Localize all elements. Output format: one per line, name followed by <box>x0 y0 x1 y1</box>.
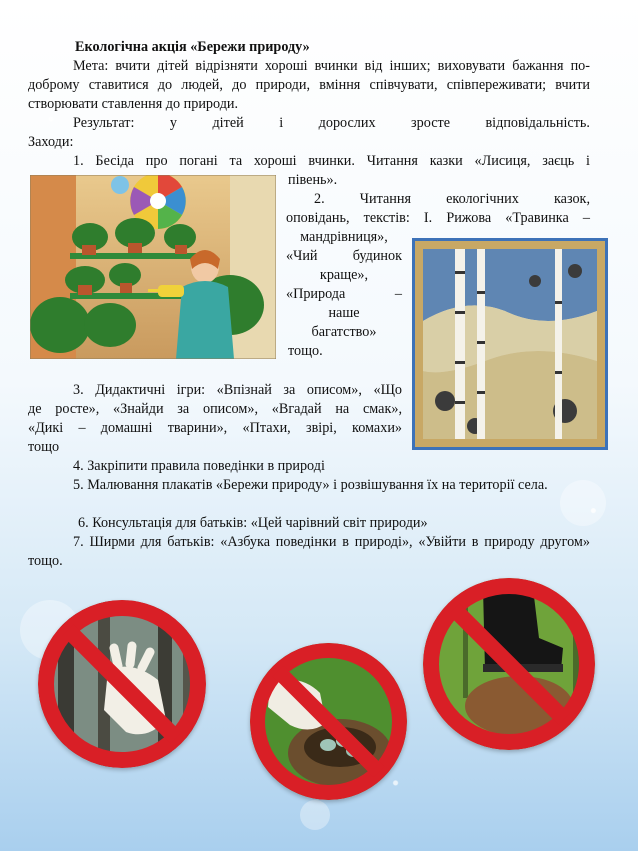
item-2-line: оповідань, текстів: І. Рижова «Травинка – <box>286 210 590 226</box>
no-trampling-anthill-sign <box>423 578 595 750</box>
item-3-line: 3. Дидактичні ігри: «Впізнай за описом», «Що <box>73 382 402 398</box>
no-picking-plants-sign <box>38 600 206 768</box>
item-2-line: багатство» <box>311 324 377 340</box>
result-word: і <box>279 115 284 131</box>
item-2-line: мандрівниця», <box>300 229 388 245</box>
no-touching-nest-sign <box>250 643 407 800</box>
photo-birch-forest-collage <box>412 238 608 450</box>
item-1-line-2: півень». <box>288 172 338 188</box>
purpose-paragraph: Мета: вчити дітей відрізняти хороші вчинки від інших; виховувати бажання по-доброму ставитися до людей, до природи, вміння співчувати, співпереживати; вчити створювати ставлення до природи. <box>28 58 590 112</box>
result-line <box>73 114 590 133</box>
photo-children-watering-plants <box>30 175 276 359</box>
result-word: зросте <box>411 115 450 131</box>
result-word: дорослих <box>318 115 376 131</box>
item-2-line: «Чий будинок <box>286 248 402 264</box>
item-2-line: краще», <box>319 267 369 283</box>
item-1-line-1: 1. Бесіда про погані та хороші вчинки. Читання казки «Лисиця, заєць і <box>73 153 590 169</box>
page-title <box>75 38 475 57</box>
item-3-line: тощо <box>28 439 60 455</box>
item-2-line: «Природа – <box>286 286 402 302</box>
item-2-line: 2. Читання екологічних казок, <box>314 191 590 207</box>
result-word: Результат: <box>73 115 135 131</box>
item-6: 6. Консультація для батьків: «Цей чарівний світ природи» <box>78 515 428 531</box>
item-7: 7. Ширми для батьків: «Азбука поведінки в природі», «Увійти в природу другом» тощо. <box>28 534 590 569</box>
item-2-line: наше <box>328 305 360 321</box>
item-2-block <box>286 190 590 209</box>
item-5: 5. Малювання плакатів «Бережи природу» і розвішування їх на території села. <box>73 477 548 493</box>
measures-heading: Заходи: <box>28 134 74 150</box>
item-4: 4. Закріпити правила поведінки в природі <box>73 458 325 474</box>
item-3-line: «Дикі – домашні тварини», «Птахи, звірі, комахи» <box>28 420 402 436</box>
result-word: у <box>169 115 177 131</box>
item-3-line: де росте», «Знайди за описом», «Вгадай на смак», <box>28 401 402 417</box>
background-bokeh <box>300 800 330 830</box>
result-word: відповідальність. <box>485 115 590 131</box>
page-title-text: Екологічна акція «Бережи природу» <box>75 39 310 55</box>
item-2-line: тощо. <box>288 343 323 359</box>
result-word: дітей <box>212 115 244 131</box>
